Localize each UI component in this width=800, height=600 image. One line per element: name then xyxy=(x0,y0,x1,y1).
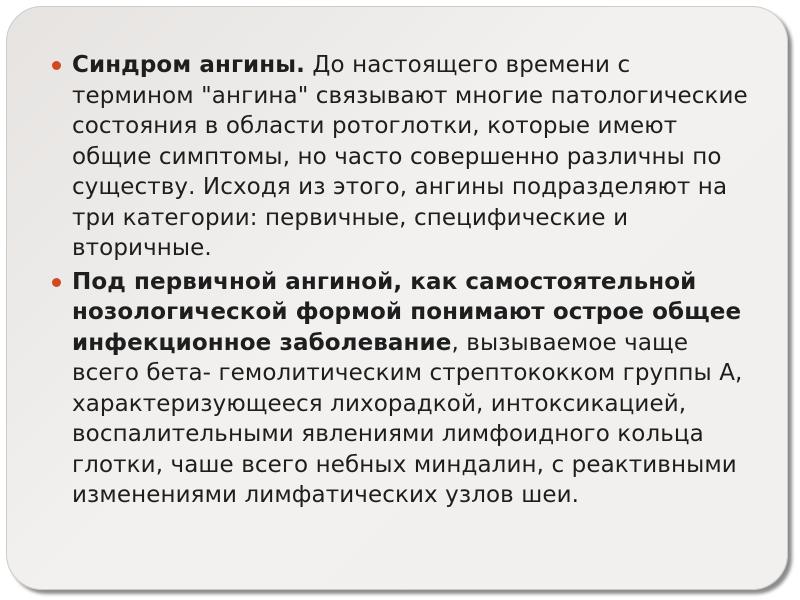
bullet-dot-icon xyxy=(52,61,61,70)
paragraph-1-bold-lead: Синдром ангины. xyxy=(72,52,306,78)
slide-body xyxy=(52,50,752,514)
bullet-paragraph-2 xyxy=(52,267,752,511)
paragraph-2-bold-lead: Под первичной ангиной, как самостоятельной нозологической формой понимают острое общее инфекционное заболевание xyxy=(72,268,742,356)
paragraph-2-text: , вызываемое чаще всего бета- гемолитическим стрептококком группы А, характеризующееся лихорадкой, интоксикацией, воспалительными явлениями лимфоидного кольца глотки, чаше всего небных миндалин, с реактивными изменениями лимфатических узлов шеи. xyxy=(72,329,743,508)
bullet-paragraph-1 xyxy=(52,50,752,264)
paragraph-1-text: До настоящего времени с термином "ангина" связывают многие патологические состояния в области ротоглотки, которые имеют общие симптомы, но часто совершенно различны по существу. Исходя из этого, ангины подразделяют на три категории: первичные, специфические и вторичные. xyxy=(72,52,748,261)
bullet-dot-icon xyxy=(52,278,61,287)
